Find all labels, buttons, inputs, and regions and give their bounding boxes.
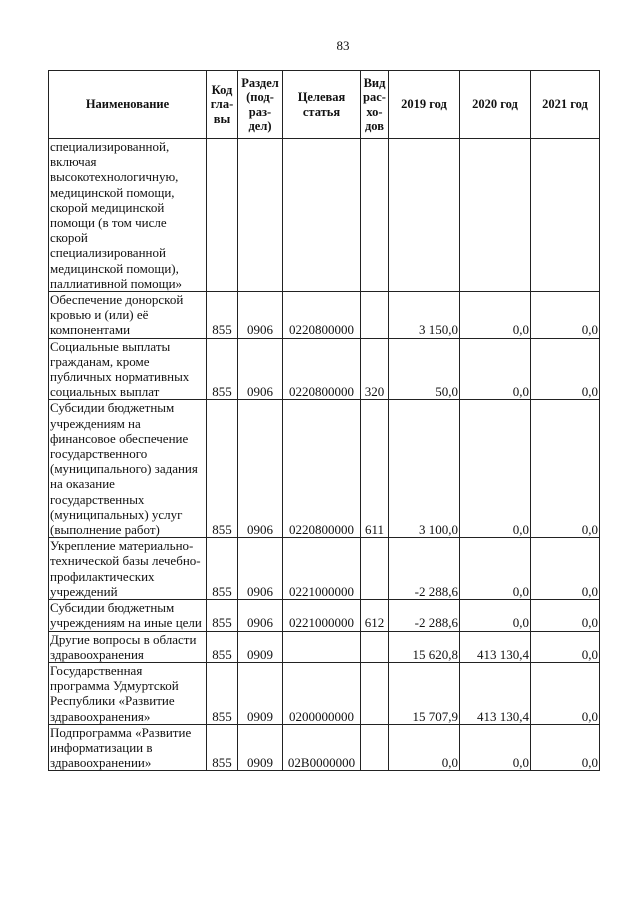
row-name: Субсидии бюджетным учреждениям на финансовое обеспечение государственного (муниципального) задания на оказание государственных (муниципальных) услуг (выполнение работ) (49, 400, 207, 538)
row-2020: 0,0 (460, 538, 531, 600)
header-2019: 2019 год (389, 71, 460, 139)
row-2021 (531, 139, 600, 292)
header-article: Целевая статья (283, 71, 361, 139)
row-chapter: 855 (207, 538, 238, 600)
row-chapter: 855 (207, 292, 238, 339)
row-name: специализированной, включая высокотехнологичную, медицинской помощи, скорой медицинской помощи (в том числе скорой специализированной медицинской помощи), паллиативной помощи» (49, 139, 207, 292)
header-section: Раздел (под-раз-дел) (238, 71, 283, 139)
row-section: 0906 (238, 338, 283, 400)
row-section: 0906 (238, 538, 283, 600)
row-article: 0221000000 (283, 538, 361, 600)
row-article: 0220800000 (283, 292, 361, 339)
table-row (49, 292, 600, 339)
row-2021: 0,0 (531, 538, 600, 600)
row-2019: 15 707,9 (389, 662, 460, 724)
row-2020: 413 130,4 (460, 662, 531, 724)
page-number: 83 (336, 38, 350, 53)
row-2019: 3 100,0 (389, 400, 460, 538)
row-name: Социальные выплаты гражданам, кроме публичных нормативных социальных выплат (49, 338, 207, 400)
row-section: 0909 (238, 724, 283, 771)
row-2019: -2 288,6 (389, 600, 460, 631)
row-2019: 15 620,8 (389, 631, 460, 662)
header-name: Наименование (49, 71, 207, 139)
table-row (49, 662, 600, 724)
row-2021: 0,0 (531, 631, 600, 662)
row-chapter: 855 (207, 338, 238, 400)
row-2021: 0,0 (531, 338, 600, 400)
row-name: Подпрограмма «Развитие информатизации в здравоохранении» (49, 724, 207, 771)
row-2020: 413 130,4 (460, 631, 531, 662)
row-name: Субсидии бюджетным учреждениям на иные цели (49, 600, 207, 631)
row-2020: 0,0 (460, 724, 531, 771)
table-row (49, 139, 600, 292)
row-2019: 50,0 (389, 338, 460, 400)
row-expense: 612 (361, 600, 389, 631)
row-article: 02В0000000 (283, 724, 361, 771)
header-expense: Вид рас-хо-дов (361, 71, 389, 139)
row-section: 0909 (238, 631, 283, 662)
row-expense: 611 (361, 400, 389, 538)
row-section: 0906 (238, 400, 283, 538)
row-article: 0220800000 (283, 400, 361, 538)
row-2021: 0,0 (531, 400, 600, 538)
row-article: 0200000000 (283, 662, 361, 724)
row-2020 (460, 139, 531, 292)
row-expense: 320 (361, 338, 389, 400)
row-name: Укрепление материально-технической базы лечебно-профилактических учреждений (49, 538, 207, 600)
table-row (49, 724, 600, 771)
row-article (283, 631, 361, 662)
row-2019: -2 288,6 (389, 538, 460, 600)
row-section: 0909 (238, 662, 283, 724)
row-expense (361, 724, 389, 771)
row-2019: 0,0 (389, 724, 460, 771)
table-row (49, 338, 600, 400)
row-2021: 0,0 (531, 292, 600, 339)
row-name: Обеспечение донорской кровью и (или) её компонентами (49, 292, 207, 339)
row-chapter: 855 (207, 631, 238, 662)
header-2020: 2020 год (460, 71, 531, 139)
row-chapter: 855 (207, 724, 238, 771)
row-section: 0906 (238, 292, 283, 339)
row-2019 (389, 139, 460, 292)
table-header-row (49, 71, 600, 139)
row-expense (361, 292, 389, 339)
row-expense (361, 538, 389, 600)
row-chapter: 855 (207, 400, 238, 538)
table-row (49, 631, 600, 662)
row-section: 0906 (238, 600, 283, 631)
row-expense (361, 139, 389, 292)
table-row (49, 400, 600, 538)
row-2019: 3 150,0 (389, 292, 460, 339)
row-chapter: 855 (207, 662, 238, 724)
row-name: Другие вопросы в области здравоохранения (49, 631, 207, 662)
row-article (283, 139, 361, 292)
row-article: 0221000000 (283, 600, 361, 631)
row-chapter: 855 (207, 600, 238, 631)
row-expense (361, 662, 389, 724)
row-name: Государственная программа Удмуртской Республики «Развитие здравоохранения» (49, 662, 207, 724)
header-chapter: Код гла-вы (207, 71, 238, 139)
row-2021: 0,0 (531, 724, 600, 771)
row-2020: 0,0 (460, 400, 531, 538)
table-row (49, 600, 600, 631)
row-section (238, 139, 283, 292)
row-expense (361, 631, 389, 662)
row-2020: 0,0 (460, 292, 531, 339)
budget-table (48, 70, 600, 771)
row-2021: 0,0 (531, 600, 600, 631)
row-2020: 0,0 (460, 600, 531, 631)
header-2021: 2021 год (531, 71, 600, 139)
row-2021: 0,0 (531, 662, 600, 724)
row-chapter (207, 139, 238, 292)
table-row (49, 538, 600, 600)
row-2020: 0,0 (460, 338, 531, 400)
row-article: 0220800000 (283, 338, 361, 400)
